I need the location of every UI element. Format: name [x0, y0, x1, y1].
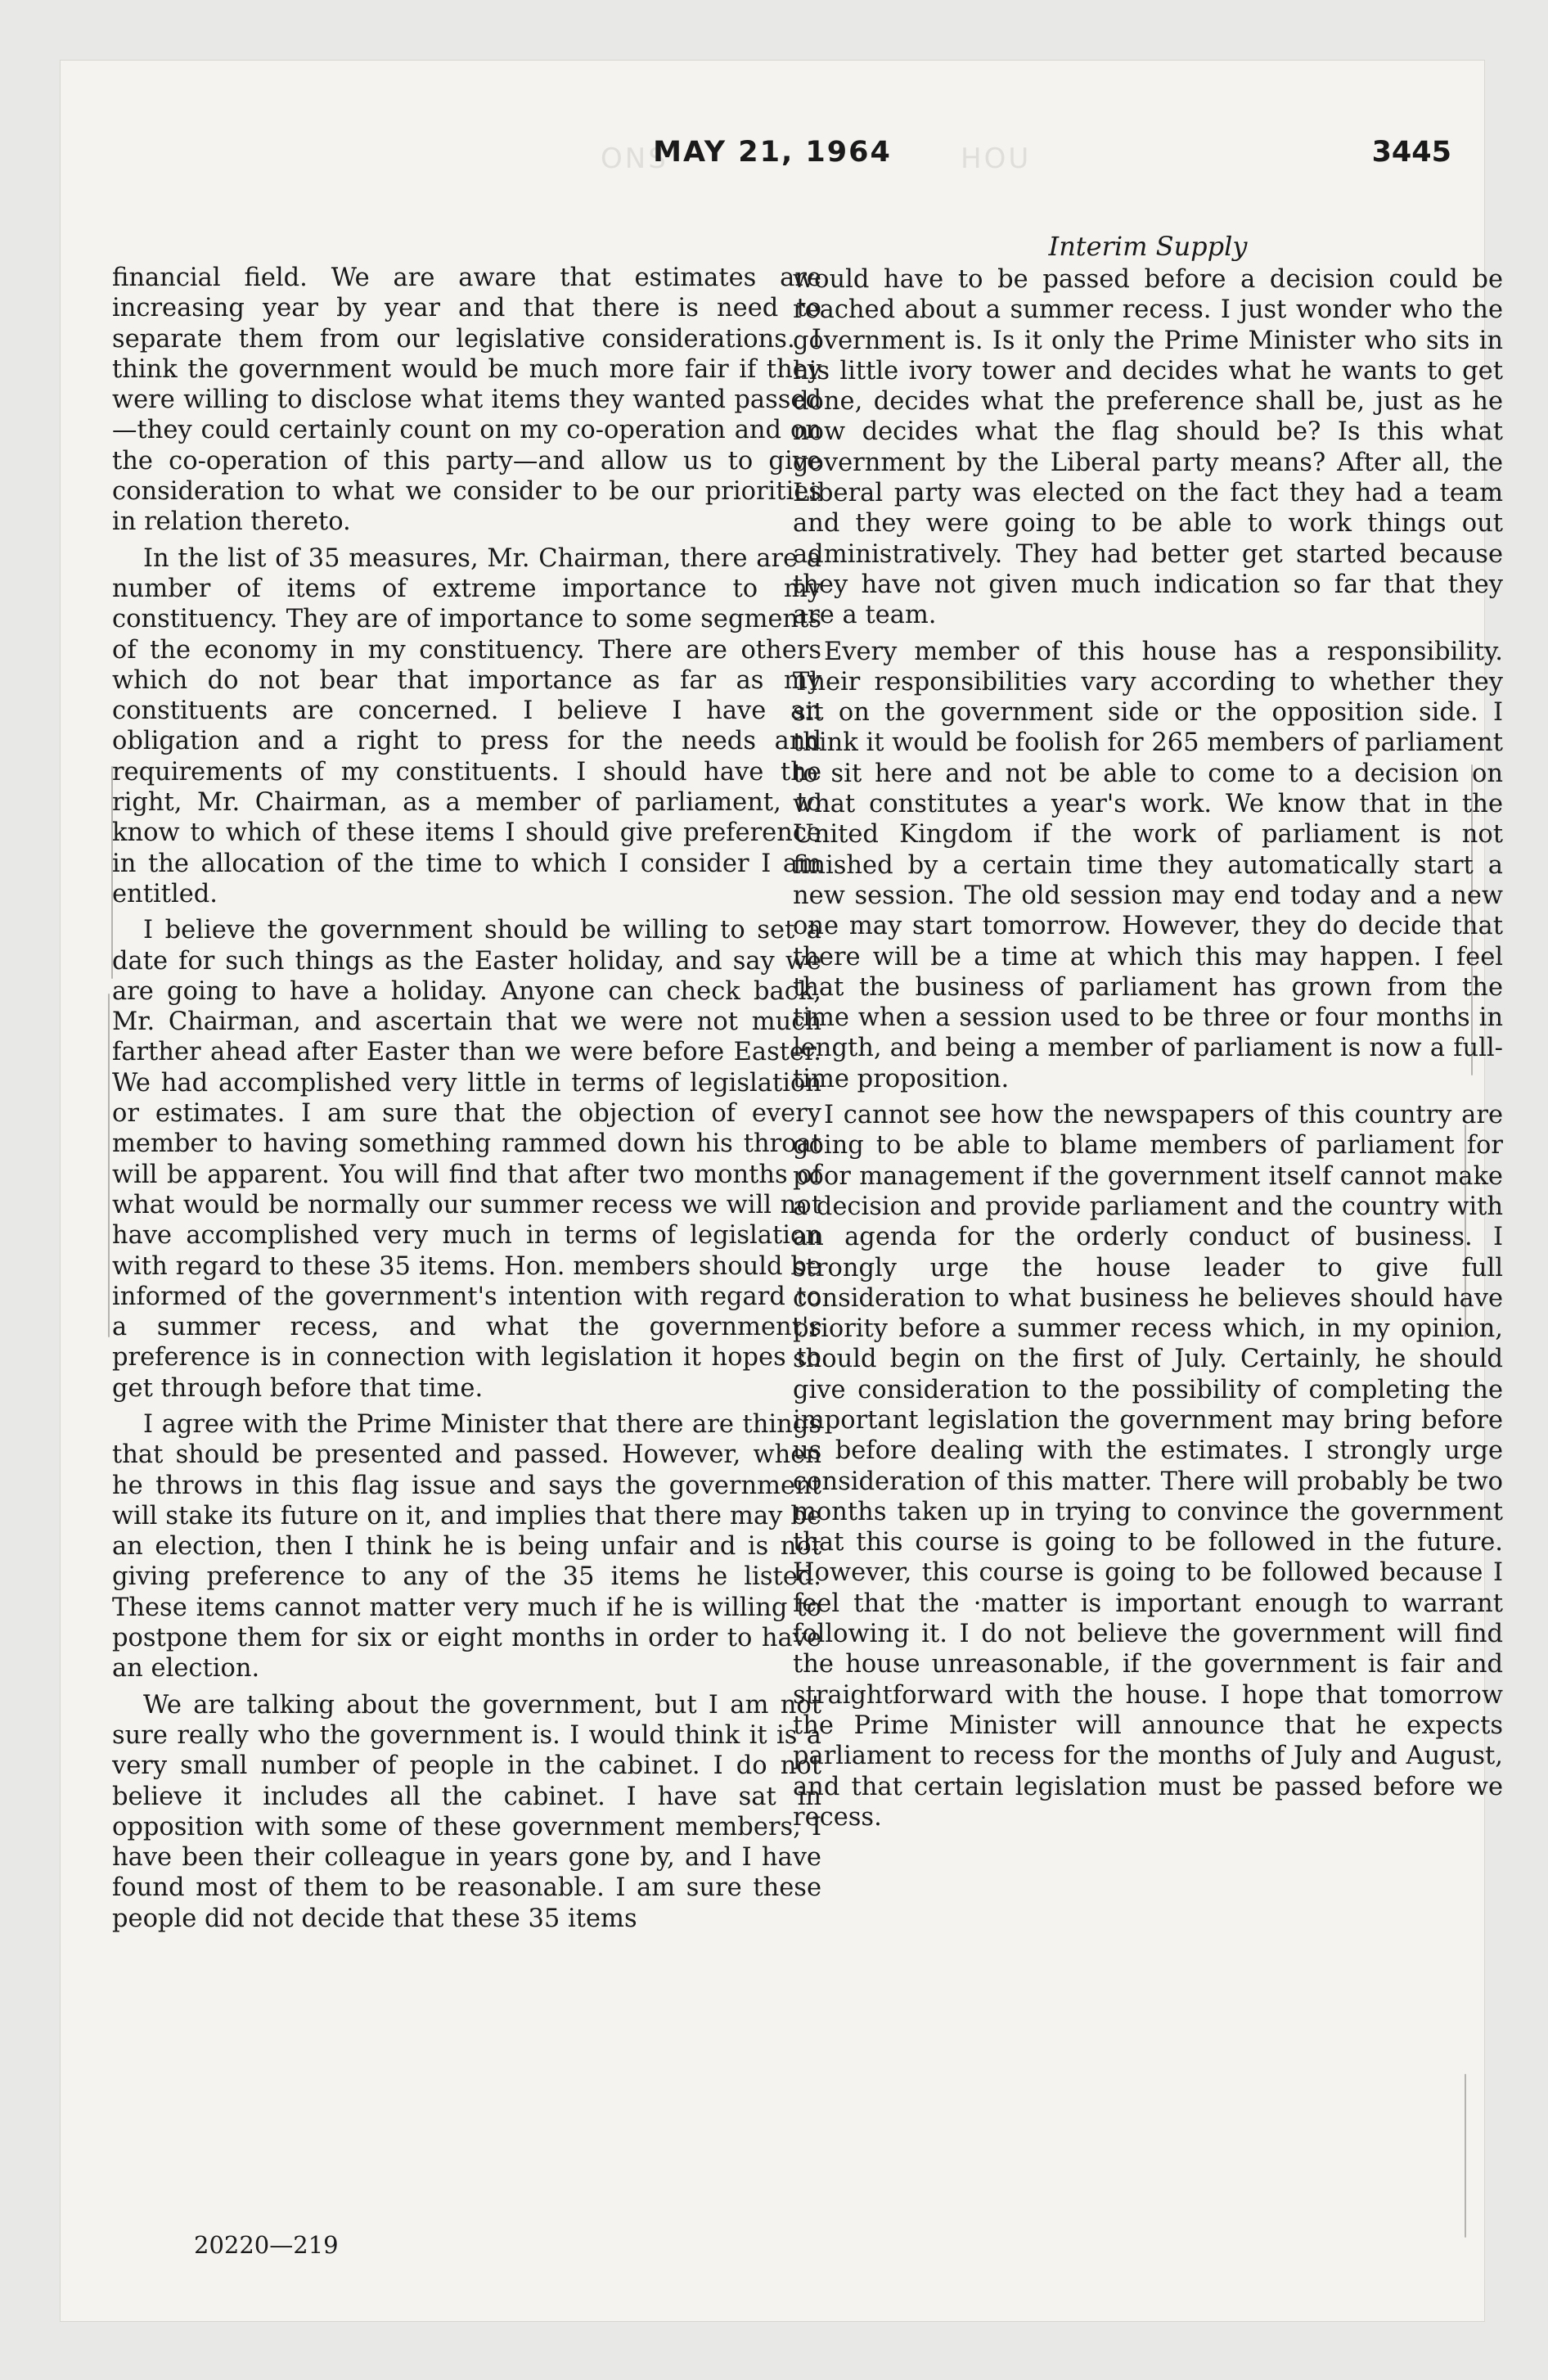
document-page: [61, 61, 1503, 2321]
margin-bracket: [1465, 2074, 1466, 2238]
paragraph: I agree with the Prime Minister that there are things that should be presented and passed. However, when he throws in this flag issue and says the government will stake its future on it, and implies that there may be an election, then I think he is being unfair and is not giving preference to any of the 35 items he listed. These items cannot matter very much if he is willing to postpone them for six or eight months in order to have an election.: [112, 1409, 821, 1684]
right-column: [793, 231, 1503, 1838]
paragraph: I cannot see how the newspapers of this country are going to be able to blame members of parliament for poor management if the government itself cannot make a decision and provide parliament and the country with an agenda for the orderly conduct of business. I strongly urge the house leader to give full consideration to what business he believes should have priority before a summer recess which, in my opinion, should begin on the first of July. Certainly, he should give consideration to the possibility of completing the important legislation the government may bring before us before dealing with the estimates. I strongly urge consideration of this matter. There will probably be two months taken up in trying to convince the government that this course is going to be followed in the future. However, this course is going to be followed because I feel that the ·matter is important enough to warrant following it. I do not believe the government will find the house unreasonable, if the government is fair and straightforward with the house. I hope that tomorrow the Prime Minister will announce that he expects parliament to recess for the months of July and August, and that certain legislation must be passed before we recess.: [793, 1101, 1503, 1832]
paragraph: Every member of this house has a responsibility. Their responsibilities vary according to whether they sit on the government side or the opposition side. I think it would be foolish for 265 members of parliament to sit here and not be able to come to a decision on what constitutes a year's work. We know that in the United Kingdom if the work of parliament is not finished by a certain time they automatically start a new session. The old session may end today and a new one may start tomorrow. However, they do decide that there will be a time at which this may happen. I feel that the business of parliament has grown from the time when a session used to be three or four months in length, and being a member of parliament is now a full-time proposition.: [793, 637, 1503, 1093]
paragraph: I believe the government should be willing to set a date for such things as the Easter holiday, and say we are going to have a holiday. Anyone can check back, Mr. Chairman, and ascertain that we were not much farther ahead after Easter than we were before Easter. We had accomplished very little in terms of legislation or estimates. I am sure that the objection of every member to having something rammed down his throat will be apparent. You will find that after two months of what would be normally our summer recess we will not have accomplished very much in terms of legislation with regard to these 35 items. Hon. members should be informed of the government's intention with regard to a summer recess, and what the government's preference is in connection with legislation it hopes to get through before that time.: [112, 916, 821, 1403]
paragraph: We are talking about the government, but I am not sure really who the government is. I would think it is a very small number of people in the cabinet. I do not believe it includes all the cabinet. I have sat in opposition with some of these government members, I have been their colleague in years gone by, and I have found most of them to be reasonable. I am sure these people did not decide that these 35 items: [112, 1690, 821, 1933]
paragraph: would have to be passed before a decision could be reached about a summer recess. I just wonder who the government is. Is it only the Prime Minister who sits in his little ivory tower and decides what he wants to get done, decides what the preference shall be, just as he now decides what the flag should be? Is this what government by the Liberal party means? After all, the Liberal party was elected on the fact they had a team and they were going to be able to work things out administratively. They had better get started because they have not given much indication so far that they are a team.: [793, 265, 1503, 630]
bleed-through-mark: ONS: [601, 142, 668, 175]
paragraph: In the list of 35 measures, Mr. Chairman, there are a number of items of extreme importance to my constituency. They are of importance to some segments of the economy in my constituency. There are others which do not bear that importance as far as my constituents are concerned. I believe I have an obligation and a right to press for the needs and requirements of my constituents. I should have the right, Mr. Chairman, as a member of parliament, to know to which of these items I should give preference in the allocation of the time to which I consider I am entitled.: [112, 543, 821, 908]
page-date: MAY 21, 1964: [653, 136, 892, 169]
running-head: Interim Supply: [1048, 231, 1248, 262]
print-code: 20220—219: [194, 2231, 339, 2259]
paragraph: financial field. We are aware that estimates are increasing year by year and that there is need to separate them from our legislative considerations. I think the government would be much more fair if they were willing to disclose what items they wanted passed—they could certainly count on my co-operation and on the co-operation of this party—and allow us to give consideration to what we consider to be our priorities in relation thereto.: [112, 264, 821, 537]
bleed-through-mark: HOU: [961, 142, 1032, 175]
left-column: [112, 263, 821, 1940]
page-number: 3445: [1371, 136, 1451, 169]
margin-bracket: [108, 994, 110, 1337]
